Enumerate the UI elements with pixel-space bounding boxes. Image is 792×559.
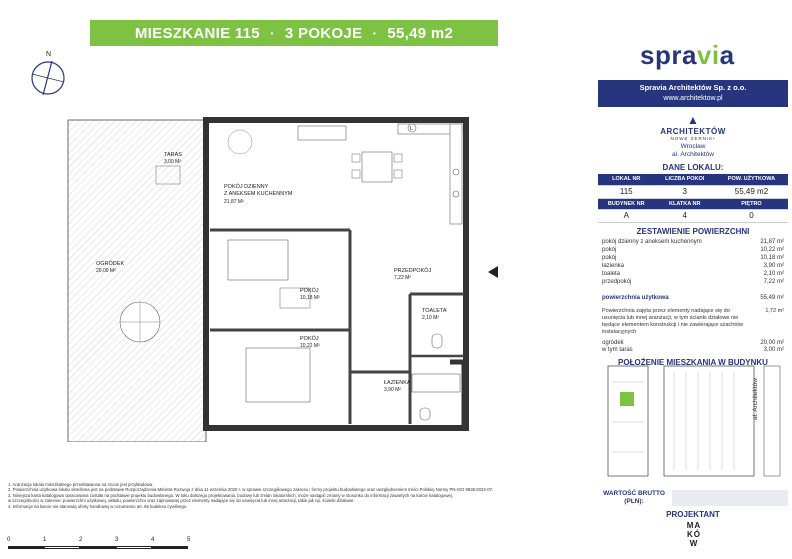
garden-area: [68, 120, 206, 442]
footnote: 1. Aranżacja lokalu mieszkalnego przedstawiona na rzucie jest przykładowa.: [8, 482, 154, 487]
apartment-highlight: [620, 392, 634, 406]
sofa: [298, 126, 346, 140]
dane-title: DANE LOKALU:: [662, 163, 724, 172]
apartment-header: [90, 20, 498, 46]
terrace-label: TARAS: [164, 152, 182, 158]
building-number: A: [598, 209, 655, 222]
list-item: pokój 10,22 m²: [602, 246, 784, 253]
price-value: [672, 490, 788, 506]
separator-dot: ·: [269, 25, 275, 41]
toilet-icon: [432, 334, 442, 348]
company-website: www.architektow.pl: [663, 95, 723, 102]
street-label: al. Architektów: [752, 378, 759, 420]
project-city: Wrocław: [680, 143, 706, 150]
staircase-number: 4: [655, 209, 715, 222]
scale-label: 4: [151, 537, 155, 543]
toilet-area: 2,10 m²: [422, 315, 439, 321]
apartment-number: MIESZKANIE 115: [134, 24, 260, 42]
terrace-area: 3,00 m²: [164, 159, 181, 165]
footnote: 3. Niniejsza karta katalogowa opracowana została na podstawie projektu budowlanego. W toku dalszego projektowania, budowy lub zmian lokatorskich, może nastąpić zmiany w stosunku do informacji zawartych na karcie katalogowej,: [8, 492, 453, 498]
bed-room2: [246, 348, 310, 402]
list-item: toaleta 2,10 m²: [602, 270, 784, 277]
entrance-arrow-icon: [488, 266, 498, 278]
scale-label: 2: [79, 537, 83, 543]
apartment-area: 55,49 m2: [387, 24, 454, 42]
scale-label: 3: [115, 537, 119, 543]
removable-elements-note: Powierzchnia zajęta przez elementy nadające się do usunięcia lub innej aranżacji, w tym ścianki działowe nie będące elementem konstrukcji i nie zawierające szachtów instalacyjnych 1,72 m²: [602, 307, 784, 335]
oven-icon: [453, 191, 459, 197]
dining-table: [362, 152, 392, 182]
room2-area: 10,22 m²: [300, 343, 320, 349]
architektow-logo-icon: ▲: [687, 113, 699, 127]
bathroom-toilet-icon: [420, 408, 430, 420]
toilet-label: TOALETA: [422, 308, 447, 314]
separator-dot: ·: [372, 25, 378, 41]
list-item: pokój dzienny z aneksem kuchennym 21,87 m²: [602, 238, 784, 245]
garden-area-value: 20,00 m²: [96, 268, 116, 274]
living-room-label2: Z ANEKSEM KUCHENNYM: [224, 191, 293, 197]
spravia-logo: spravia: [640, 40, 735, 70]
terrace-row: w tym taras 3,00 m²: [602, 346, 784, 353]
usable-area: 55,49 m2: [715, 185, 788, 198]
designer-title: PROJEKTANT: [666, 510, 720, 519]
project-street: al. Architektów: [672, 151, 714, 158]
wall: [450, 362, 464, 426]
hallway-area: 7,22 m²: [394, 275, 411, 281]
room1-area: 10,18 m²: [300, 295, 320, 301]
compass-north-label: N: [46, 51, 52, 58]
rooms-count: 3 POKOJE: [284, 24, 363, 42]
garden-row: ogródek 20,00 m²: [602, 339, 784, 346]
footnote: w szczególności w zakresie: powierzchni użytkowej, układu, powierzchni oraz zajmowanej przez elementy nadające się do usunięcia lub innej aranżacji, takie jak np. ścianki działowe.: [8, 498, 355, 504]
hallway-label: PRZEDPOKÓJ: [394, 268, 432, 274]
bathtub: [412, 374, 460, 392]
areas-list: [598, 238, 788, 302]
scale-label: 5: [187, 537, 191, 543]
company-banner: [598, 80, 788, 107]
location-title: POŁOŻENIE MIESZKANIA W BUDYNKU: [618, 357, 768, 367]
bathroom-label: ŁAZIENKA: [384, 380, 411, 386]
floor-plan: [60, 112, 530, 442]
info-panel: [598, 80, 788, 369]
areas-title: ZESTAWIENIE POWIERZCHNI: [636, 226, 750, 236]
makow-logo: MA KÓ W: [686, 521, 702, 548]
living-room-area: 21,87 m²: [224, 199, 244, 205]
list-item: łazienka 3,90 m²: [602, 262, 784, 269]
project-logo: [598, 107, 788, 159]
unit-number: 115: [598, 185, 655, 198]
garden-label: OGRÓDEK: [96, 261, 125, 267]
bathroom-area: 3,90 m²: [384, 387, 401, 393]
scale-label: 1: [43, 537, 47, 543]
compass-icon: [28, 48, 72, 98]
project-subtitle: NOWE ZERNIKI: [670, 136, 716, 141]
scale-label: 0: [7, 537, 11, 543]
list-item: przedpokój 7,22 m²: [602, 278, 784, 285]
plant-icon: [228, 130, 252, 154]
floor-number: 0: [715, 209, 788, 222]
rooms-value: 3: [655, 185, 715, 198]
room2-label: POKÓJ: [300, 336, 319, 342]
company-name: Spravia Architektów Sp. z o.o.: [639, 83, 747, 92]
svg-text:L: L: [410, 126, 413, 132]
project-title: ARCHITEKTÓW: [660, 127, 726, 136]
price-label: WARTOŚĆ BRUTTO (PLN):: [603, 490, 665, 505]
list-item: pokój 10,18 m²: [602, 254, 784, 261]
bed-room1: [228, 240, 288, 280]
total-area-row: powierzchnia użytkowa 55,49 m²: [602, 294, 784, 301]
footnote: 4. Informacje na karcie nie stanowią oferty handlowej w rozumieniu art. 66 kodeksu cywilnego.: [8, 503, 188, 509]
footnote: 2. Powierzchnia użytkowa lokalu określona jest na podstawie Rozporządzenia Ministra Rozwoju z dnia 11 września 2020 r. w sprawie szczegółowego zakresu i formy projektu budowlanego oraz uwzględnieniem treści Polskiej Normy PN-ISO 9836:2022-07.: [8, 487, 494, 493]
room1-label: POKÓJ: [300, 288, 319, 294]
living-room-label: POKÓJ DZIENNY: [224, 184, 269, 190]
footnotes: [8, 482, 598, 509]
unit-data-table: LOKAL NR LICZBA POKOI POW. UŻYTKOWA 115 3 55,49 m2 BUDYNEK NR KLATKA NR PIĘTRO A 4 0: [598, 174, 788, 223]
